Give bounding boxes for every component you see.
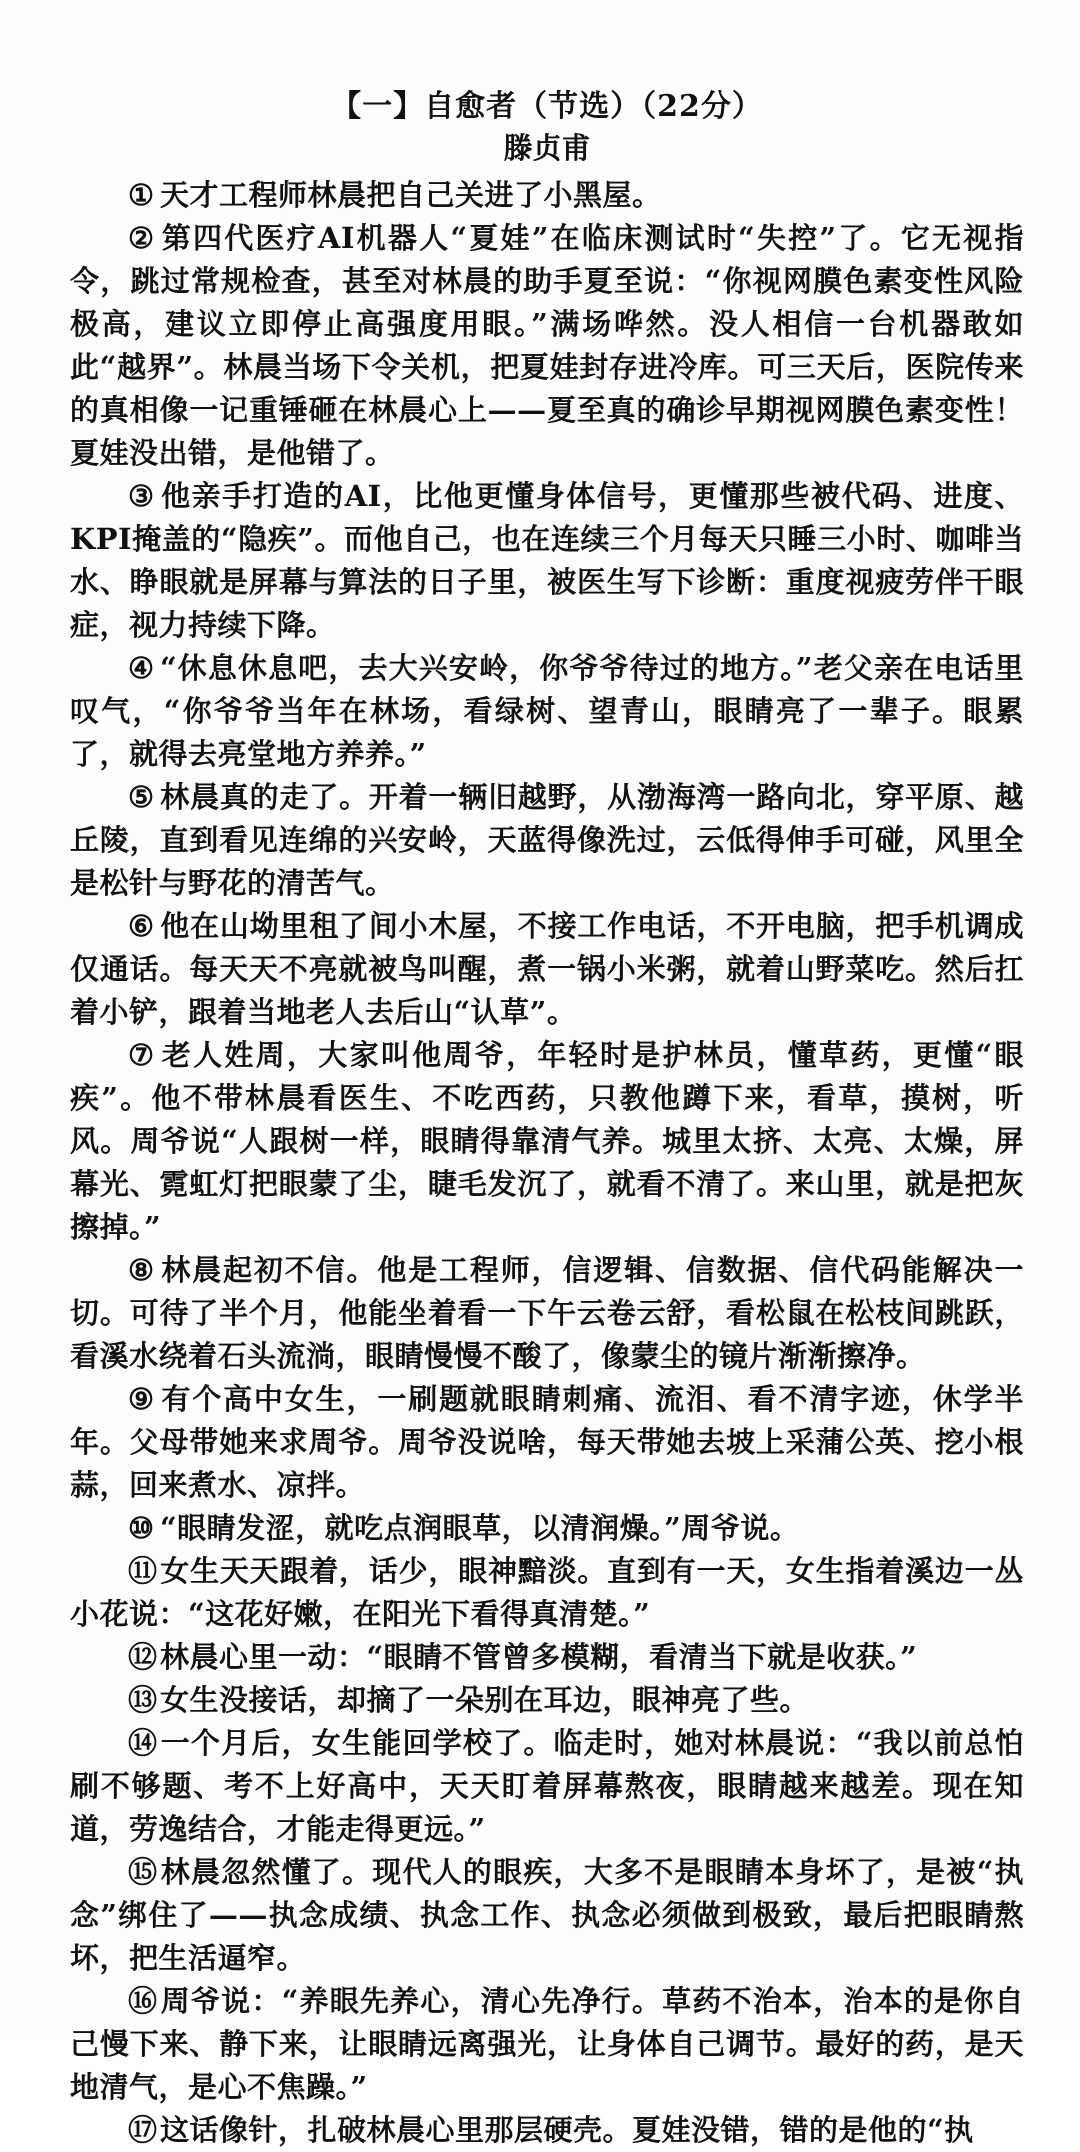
paragraph-number: ⑪: [128, 1554, 158, 1588]
document-body: [70, 174, 1024, 2152]
paragraph: [70, 174, 1024, 217]
paragraph: [70, 1679, 1024, 1722]
paragraph-number: ⑦: [128, 1038, 155, 1072]
paragraph-number: ⑤: [128, 780, 155, 814]
paragraph-text: 女生天天跟着，话少，眼神黯淡。直到有一天，女生指着溪边一丛小花说：“这花好嫩，在阳光下看得真清楚。”: [70, 1554, 1024, 1631]
paragraph-text: 天才工程师林晨把自己关进了小黑屋。: [160, 178, 662, 212]
document-author: 滕贞甫: [503, 131, 591, 165]
paragraph: [70, 1378, 1024, 1507]
paragraph-text: 他在山坳里租了间小木屋，不接工作电话，不开电脑，把手机调成仅通话。每天天不亮就被鸟叫醒，煮一锅小米粥，就着山野菜吃。然后扛着小铲，跟着当地老人去后山“认草”。: [70, 909, 1024, 1029]
paragraph-text: 第四代医疗AI机器人“夏娃”在临床测试时“失控”了。它无视指令，跳过常规检查，甚至对林晨的助手夏至说：“你视网膜色素变性风险极高，建议立即停止高强度用眼。”满场哗然。没人相信一台机器敢如此“越界”。林晨当场下令关机，把夏娃封存进冷库。可三天后，医院传来的真相像一记重锤砸在林晨心上——夏至真的确诊早期视网膜色素变性！夏娃没出错，是他错了。: [70, 221, 1024, 470]
paragraph-text: “休息休息吧，去大兴安岭，你爷爷待过的地方。”老父亲在电话里叹气，“你爷爷当年在林场，看绿树、望青山，眼睛亮了一辈子。眼累了，就得去亮堂地方养养。”: [70, 651, 1024, 771]
paragraph-text: “眼睛发涩，就吃点润眼草，以清润燥。”周爷说。: [160, 1511, 800, 1545]
paragraph: [70, 1636, 1024, 1679]
paragraph-text: 周爷说：“养眼先养心，清心先净行。草药不治本，治本的是你自己慢下来、静下来，让眼睛远离强光，让身体自己调节。最好的药，是天地清气，是心不焦躁。”: [70, 1984, 1024, 2104]
paragraph-number: ⑥: [128, 909, 155, 943]
paragraph: [70, 1980, 1024, 2109]
paragraph-number: ⑬: [128, 1683, 158, 1717]
paragraph: [70, 1507, 1024, 1550]
paragraph-number: ⑧: [128, 1253, 155, 1287]
paragraph-text: 他亲手打造的AI，比他更懂身体信号，更懂那些被代码、进度、KPI掩盖的“隐疾”。而他自己，也在连续三个月每天只睡三小时、咖啡当水、睁眼就是屏幕与算法的日子里，被医生写下诊断：重度视疲劳伴干眼症，视力持续下降。: [70, 479, 1024, 642]
paragraph-number: ⑭: [128, 1726, 158, 1760]
paragraph: [70, 776, 1024, 905]
paragraph-number: ⑨: [128, 1382, 155, 1416]
paragraph-text: 林晨心里一动：“眼睛不管曾多模糊，看清当下就是收获。”: [160, 1640, 918, 1674]
paragraph-number: ⑩: [128, 1511, 155, 1545]
paragraph-text: 这话像针，扎破林晨心里那层硬壳。夏娃没错，错的是他的“执: [160, 2113, 974, 2147]
document-title: 【一】自愈者（节选）（22分）: [331, 89, 763, 124]
paragraph-text: 一个月后，女生能回学校了。临走时，她对林晨说：“我以前总怕刷不够题、考不上好高中，天天盯着屏幕熬夜，眼睛越来越差。现在知道，劳逸结合，才能走得更远。”: [70, 1726, 1024, 1846]
paragraph: [70, 905, 1024, 1034]
paragraph-text: 林晨忽然懂了。现代人的眼疾，大多不是眼睛本身坏了，是被“执念”绑住了——执念成绩、执念工作、执念必须做到极致，最后把眼睛熬坏，把生活逼窄。: [70, 1855, 1024, 1975]
paragraph-number: ⑫: [128, 1640, 158, 1674]
paragraph: [70, 1550, 1024, 1636]
paragraph: [70, 647, 1024, 776]
paragraph-number: ⑯: [128, 1984, 158, 2018]
paragraph-number: ②: [128, 221, 155, 255]
paragraph: [70, 1034, 1024, 1249]
paragraph-text: 老人姓周，大家叫他周爷，年轻时是护林员，懂草药，更懂“眼疾”。他不带林晨看医生、不吃西药，只教他蹲下来，看草，摸树，听风。周爷说“人跟树一样，眼睛得靠清气养。城里太挤、太亮、太燥，屏幕光、霓虹灯把眼蒙了尘，睫毛发沉了，就看不清了。来山里，就是把灰擦掉。”: [70, 1038, 1024, 1244]
paragraph-number: ⑰: [128, 2113, 158, 2147]
paragraph-text: 林晨真的走了。开着一辆旧越野，从渤海湾一路向北，穿平原、越丘陵，直到看见连绵的兴安岭，天蓝得像洗过，云低得伸手可碰，风里全是松针与野花的清苦气。: [70, 780, 1024, 900]
paragraph: [70, 1851, 1024, 1980]
paragraph: [70, 2109, 1024, 2152]
paragraph-text: 女生没接话，却摘了一朵别在耳边，眼神亮了些。: [160, 1683, 810, 1717]
paragraph-number: ⑮: [128, 1855, 158, 1889]
paragraph-number: ④: [128, 651, 155, 685]
paragraph: [70, 475, 1024, 647]
paragraph: [70, 1722, 1024, 1851]
paragraph: [70, 217, 1024, 475]
paragraph-text: 有个高中女生，一刷题就眼睛刺痛、流泪、看不清字迹，休学半年。父母带她来求周爷。周爷没说啥，每天带她去坡上采蒲公英、挖小根蒜，回来煮水、凉拌。: [70, 1382, 1024, 1502]
paragraph: [70, 1249, 1024, 1378]
paragraph-text: 林晨起初不信。他是工程师，信逻辑、信数据、信代码能解决一切。可待了半个月，他能坐着看一下午云卷云舒，看松鼠在松枝间跳跃，看溪水绕着石头流淌，眼睛慢慢不酸了，像蒙尘的镜片渐渐擦净。: [70, 1253, 1024, 1373]
paragraph-number: ③: [128, 479, 155, 513]
paragraph-number: ①: [128, 178, 155, 212]
